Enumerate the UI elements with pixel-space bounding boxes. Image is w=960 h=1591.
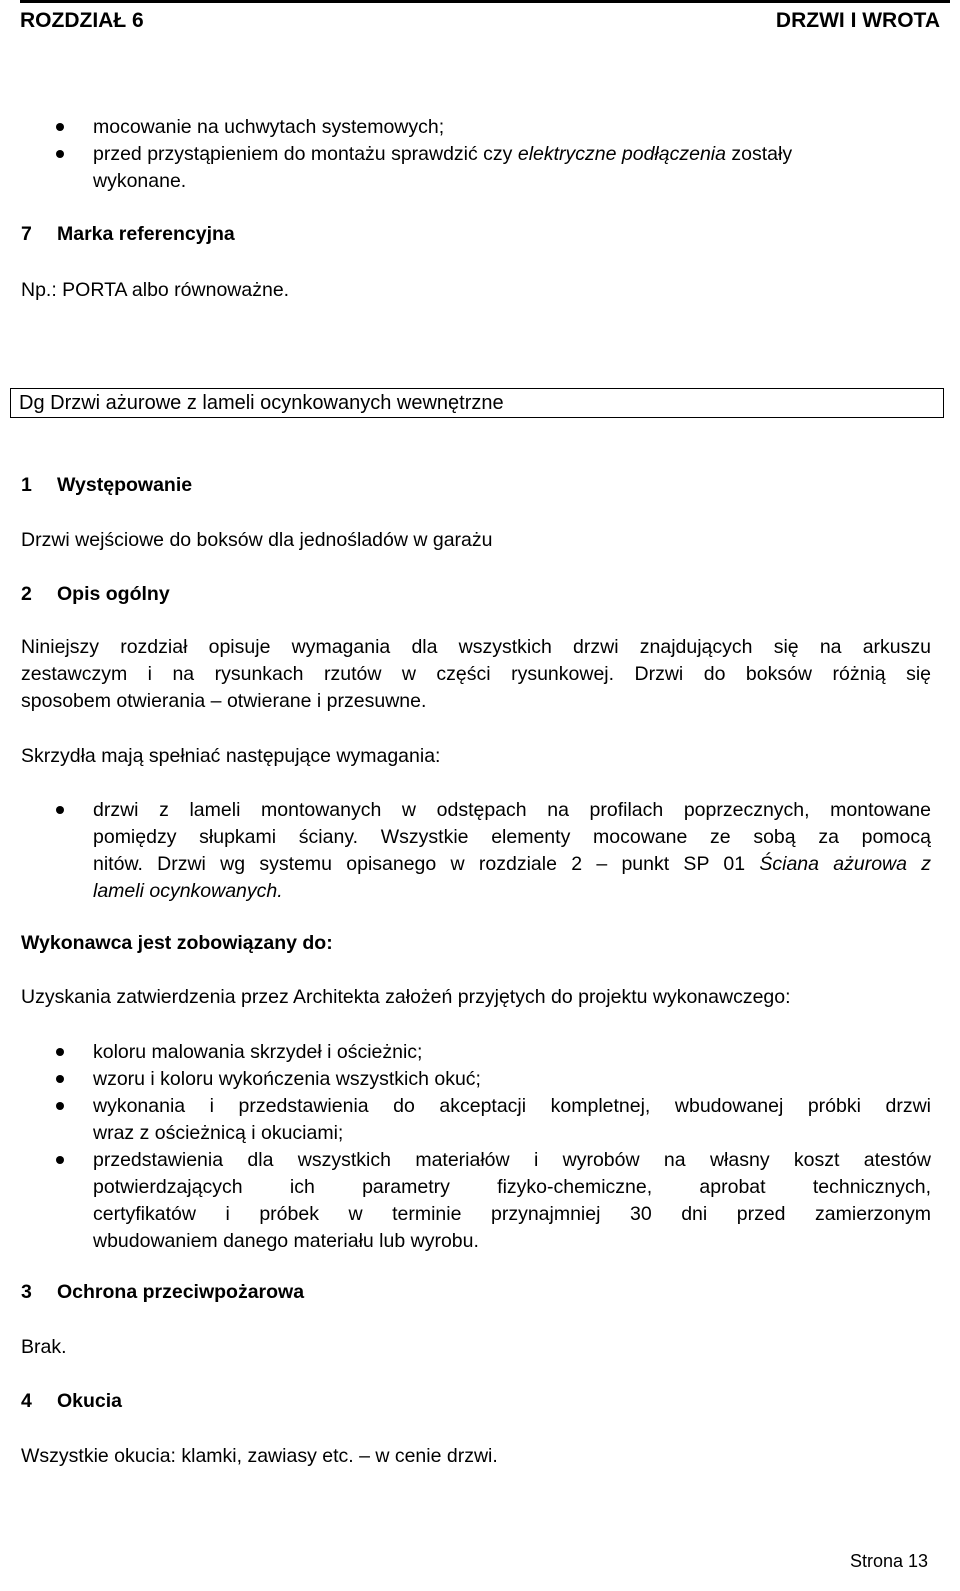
section-number: 7 <box>21 223 32 245</box>
paragraph: Uzyskania zatwierdzenia przez Architekta założeń przyjętych do projektu wykonawczego: <box>21 986 791 1008</box>
list-text-italic: lameli ocynkowanych. <box>93 880 283 902</box>
list-text-italic: Ściana ażurowa z <box>759 853 931 875</box>
section-heading <box>21 1388 122 1415</box>
list-text: zostały <box>725 143 793 165</box>
list-item-cont: potwierdzających ich parametry fizyko-chemiczne, aprobat technicznych, <box>93 1176 931 1198</box>
paragraph-line: sposobem otwierania – otwierane i przesuwne. <box>21 690 427 712</box>
list-item: wzoru i koloru wykończenia wszystkich okuć; <box>93 1068 481 1090</box>
section-title: Ochrona przeciwpożarowa <box>57 1281 305 1303</box>
page-number: Strona 13 <box>849 1551 928 1571</box>
section-heading <box>21 581 170 608</box>
bullet-dot <box>56 123 64 131</box>
list-item: przedstawienia dla wszystkich materiałów i wyrobów na własny koszt atestów <box>93 1149 931 1171</box>
list-item: mocowanie na uchwytach systemowych; <box>93 116 445 138</box>
paragraph: Skrzydła mają spełniać następujące wymagania: <box>21 745 441 767</box>
list-item-cont: wykonane. <box>93 170 187 192</box>
section-heading <box>21 472 192 499</box>
section-number: 4 <box>21 1390 32 1412</box>
bullet-dot <box>56 1102 64 1110</box>
paragraph: Wszystkie okucia: klamki, zawiasy etc. – w cenie drzwi. <box>21 1445 498 1467</box>
section-heading <box>21 1279 304 1306</box>
paragraph: Np.: PORTA albo równoważne. <box>21 279 290 301</box>
list-text-italic: elektryczne podłączenia <box>517 143 726 165</box>
list-item-cont <box>93 851 931 878</box>
bullet-dot <box>56 806 64 814</box>
section-title: Marka referencyjna <box>57 223 235 245</box>
paragraph: Brak. <box>21 1336 67 1358</box>
section-title: Występowanie <box>57 474 193 496</box>
paragraph-line: zestawczym i na rysunkach rzutów w części rysunkowej. Drzwi do boksów różnią się <box>21 663 931 685</box>
page-header <box>20 0 950 37</box>
list-item-cont: wbudowaniem danego materiału lub wyrobu. <box>93 1230 479 1252</box>
section-heading <box>21 221 235 248</box>
list-item-cont: wraz z ościeżnicą i okuciami; <box>93 1122 344 1144</box>
chapter-label: ROZDZIAŁ 6 <box>20 9 144 32</box>
boxed-title-text: Dg Drzwi ażurowe z lameli ocynkowanych wewnętrzne <box>19 392 504 414</box>
chapter-title: DRZWI I WROTA <box>775 9 940 32</box>
list-item: drzwi z lameli montowanych w odstępach na profilach poprzecznych, montowane <box>93 799 931 821</box>
list-item: wykonania i przedstawienia do akceptacji kompletnej, wbudowanej próbki drzwi <box>93 1095 931 1117</box>
section-title: Okucia <box>57 1390 123 1412</box>
section-title: Opis ogólny <box>57 583 170 605</box>
paragraph-line: Niniejszy rozdział opisuje wymagania dla wszystkich drzwi znajdujących się na arkuszu <box>21 636 931 658</box>
bullet-dot <box>56 150 64 158</box>
section-number: 3 <box>21 1281 32 1303</box>
list-item-cont <box>93 878 931 905</box>
list-text: przed przystąpieniem do montażu sprawdzić czy <box>93 143 518 165</box>
bullet-dot <box>56 1075 64 1083</box>
list-item <box>93 141 931 168</box>
list-item: koloru malowania skrzydeł i ościeżnic; <box>93 1041 423 1063</box>
list-item-cont: pomiędzy słupkami ściany. Wszystkie elementy mocowane ze sobą za pomocą <box>93 826 931 848</box>
subheading: Wykonawca jest zobowiązany do: <box>21 932 333 954</box>
boxed-title <box>10 388 944 418</box>
section-number: 2 <box>21 583 32 605</box>
list-text: nitów. Drzwi wg systemu opisanego w rozdziale 2 – punkt SP 01 <box>93 853 760 875</box>
bullet-dot <box>56 1048 64 1056</box>
bullet-dot <box>56 1156 64 1164</box>
paragraph: Drzwi wejściowe do boksów dla jednośladów w garażu <box>21 529 493 551</box>
section-number: 1 <box>21 474 32 496</box>
list-item-cont: certyfikatów i próbek w terminie przynajmniej 30 dni przed zamierzonym <box>93 1203 931 1225</box>
